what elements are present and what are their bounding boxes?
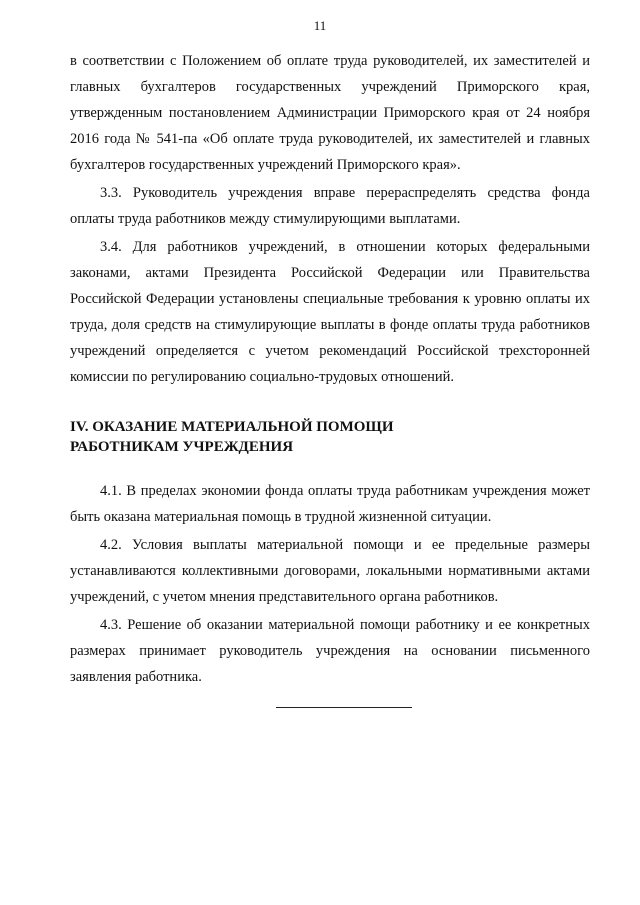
paragraph-4-3: 4.3. Решение об оказании материальной помощи работнику и ее конкретных размерах принимает руководитель учреждения на основании письменного заявления работника. [70,617,590,685]
section-heading-line-1: IV. ОКАЗАНИЕ МАТЕРИАЛЬНОЙ ПОМОЩИ [70,419,394,435]
paragraph-4-2: 4.2. Условия выплаты материальной помощи и ее предельные размеры устанавливаются коллективными договорами, локальными нормативными актами учреждений, с учетом мнения представительного органа работников. [70,537,590,605]
page-number: 11 [313,18,327,33]
paragraph-3-3: 3.3. Руководитель учреждения вправе перераспределять средства фонда оплаты труда работников между стимулирующими выплатами. [70,185,590,227]
section-heading [70,417,590,457]
end-divider-line [276,707,412,708]
section-heading-line-2: РАБОТНИКАМ УЧРЕЖДЕНИЯ [70,439,294,455]
document-body [70,48,590,690]
paragraph-continuation: в соответствии с Положением об оплате труда руководителей, их заместителей и главных бухгалтеров государственных учреждений Приморского края, утвержденным постановлением Администрации Приморского края от 24 ноября 2016 года № 541-па «Об оплате труда руководителей, их заместителей и главных бухгалтеров государственных учреждений Приморского края». [70,53,590,173]
paragraph-4-1: 4.1. В пределах экономии фонда оплаты труда работникам учреждения может быть оказана материальная помощь в трудной жизненной ситуации. [70,483,590,525]
paragraph-3-4: 3.4. Для работников учреждений, в отношении которых федеральными законами, актами Президента Российской Федерации или Правительства Российской Федерации установлены специальные требования к уровню оплаты их труда, доля средств на стимулирующие выплаты в фонде оплаты труда работников учреждений определяется с учетом рекомендаций Российской трехсторонней комиссии по регулированию социально-трудовых отношений. [70,239,590,385]
